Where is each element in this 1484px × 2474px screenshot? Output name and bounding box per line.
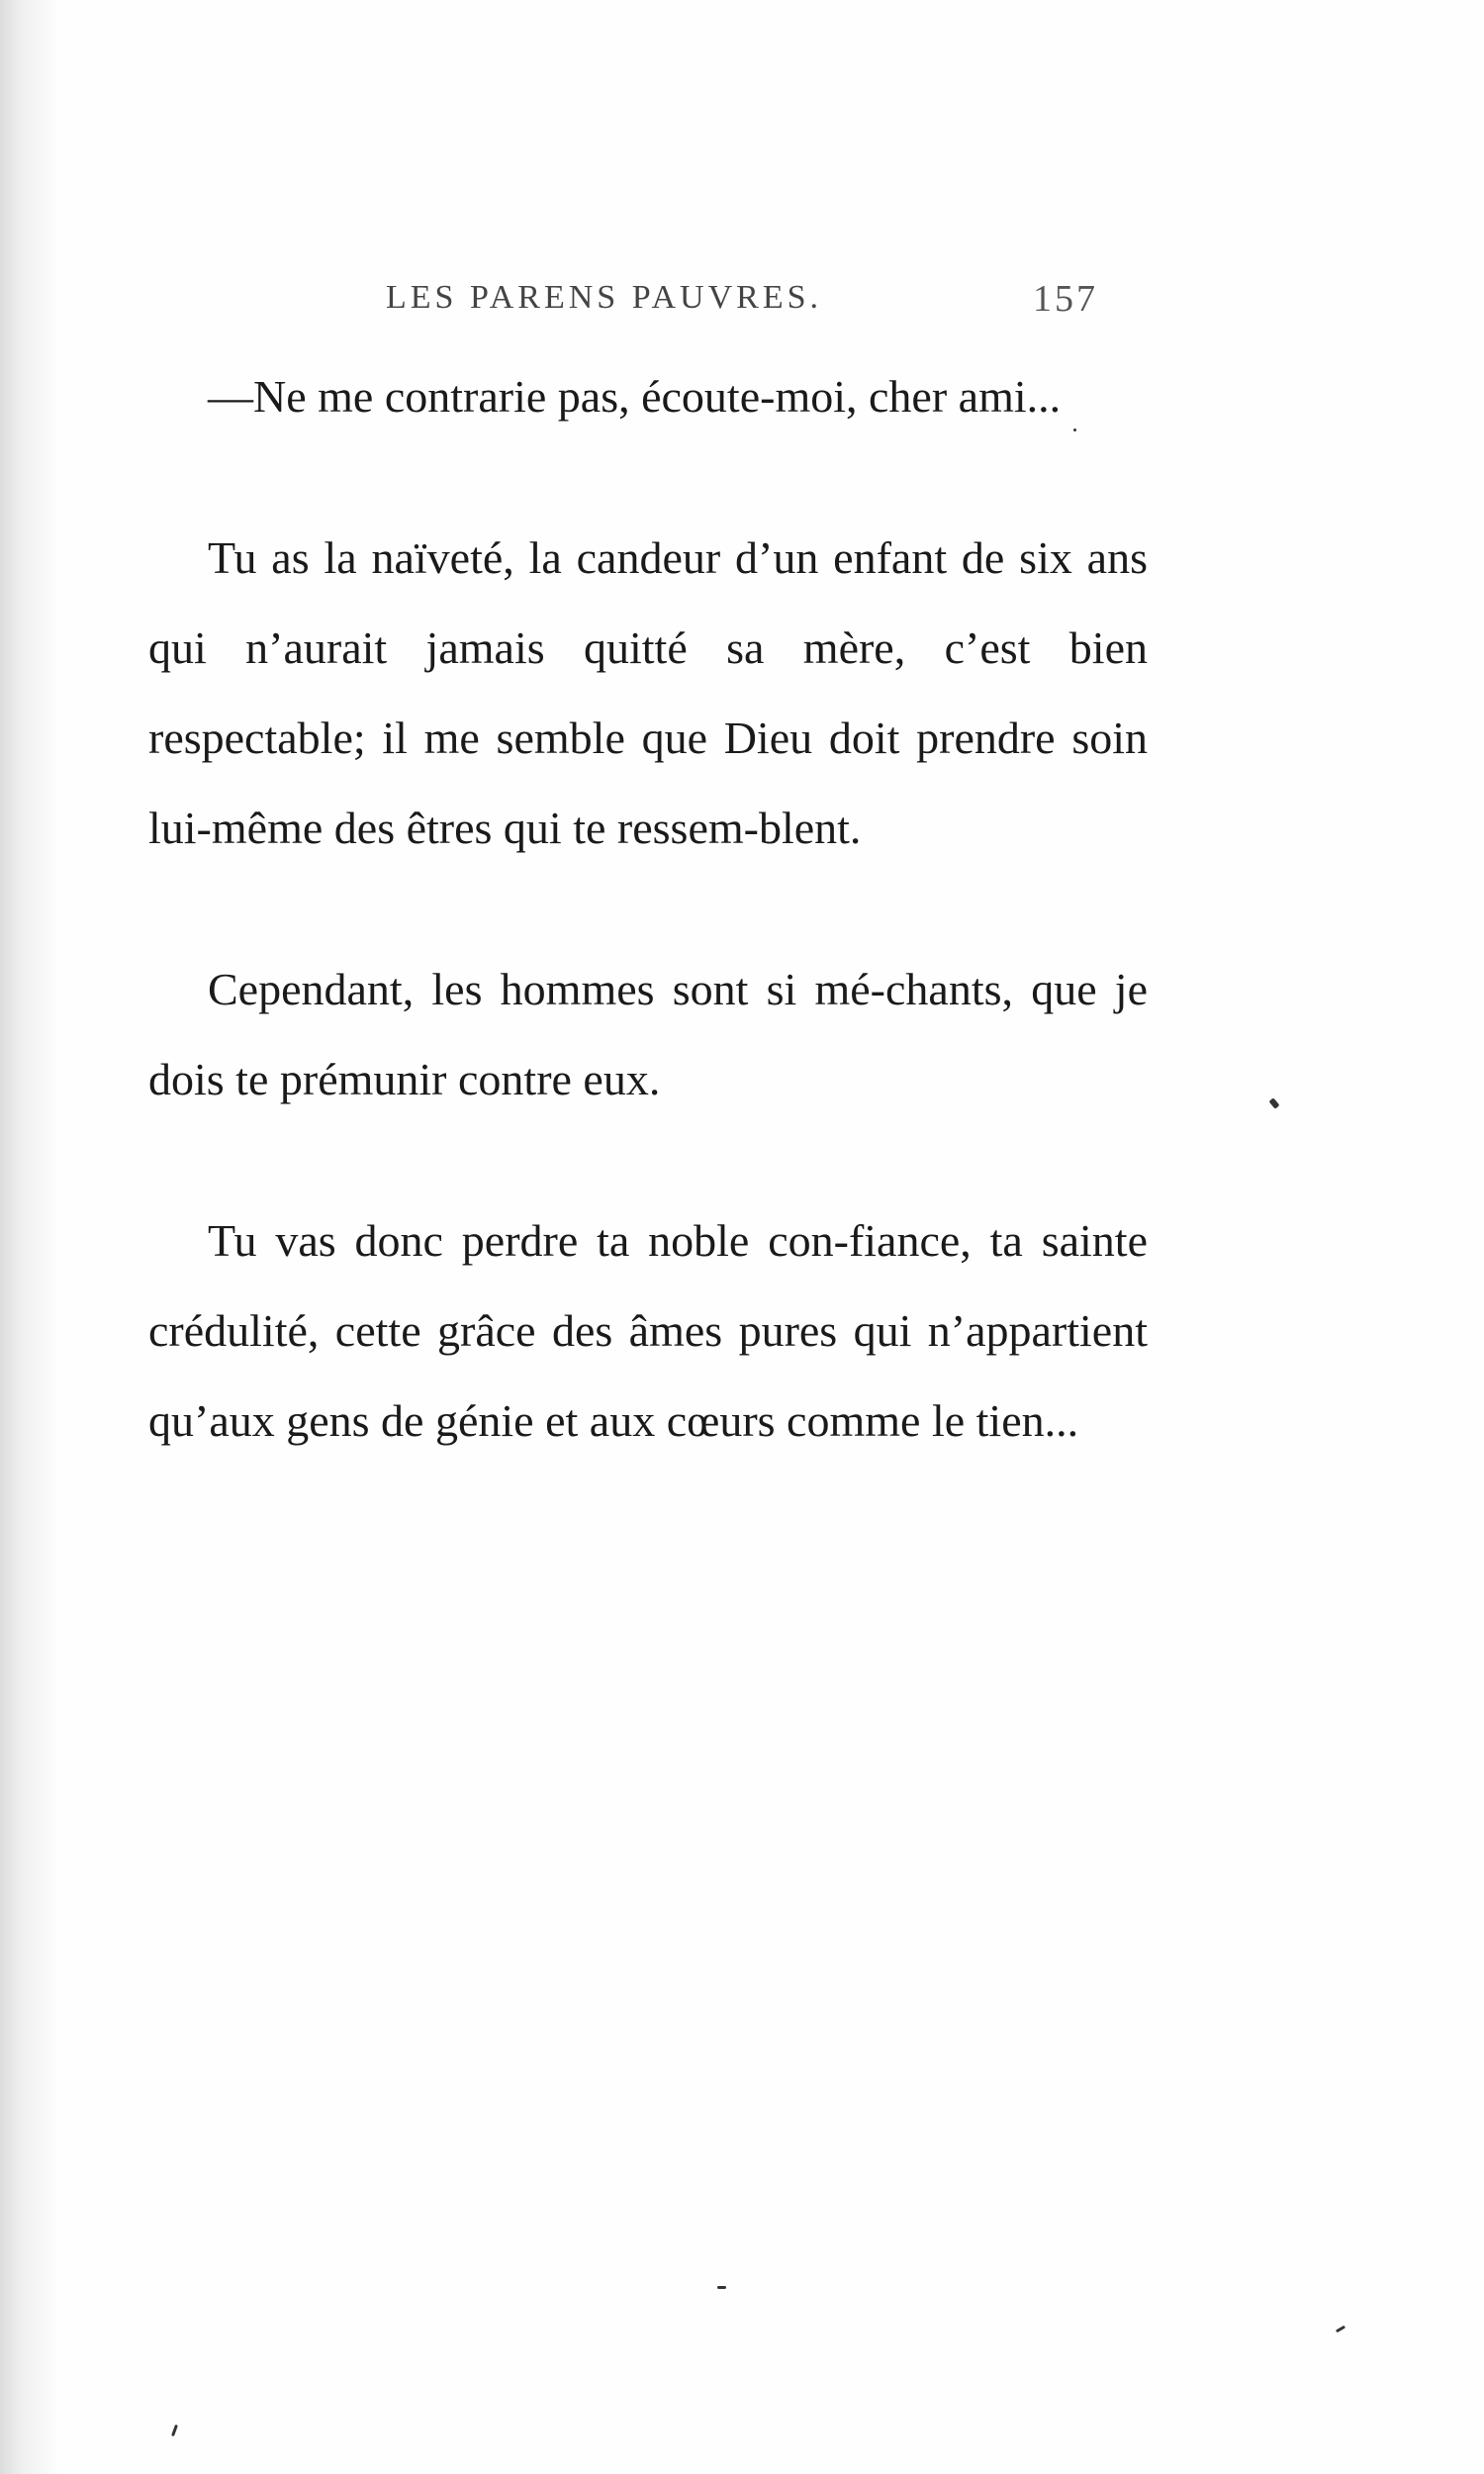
- ink-speck: [717, 2286, 726, 2289]
- paragraph-2: Tu as la naïveté, la candeur d’un enfant de six ans qui n’aurait jamais quitté sa mère, c’est bien respectable; il me semble que Dieu doit prendre soin lui-même des êtres qui te ressem-blent.: [148, 532, 1148, 853]
- paragraph-4: Tu vas donc perdre ta noble con-fiance, ta sainte crédulité, cette grâce des âmes pures qui n’appartient qu’aux gens de génie et aux cœurs comme le tien...: [148, 1215, 1148, 1446]
- ink-speck: [171, 2425, 178, 2436]
- page-header: [386, 279, 1098, 327]
- ink-speck: [1268, 1097, 1279, 1109]
- ink-speck: [1073, 428, 1076, 431]
- running-head: LES PARENS PAUVRES.: [386, 279, 823, 316]
- binding-shadow: [0, 0, 59, 2474]
- paragraph-3: Cependant, les hommes sont si mé-chants, que je dois te prémunir contre eux.: [148, 964, 1148, 1104]
- page-number: 157: [1033, 278, 1098, 320]
- body-text: [148, 351, 1148, 1466]
- paragraph-1: —Ne me contrarie pas, écoute-moi, cher ami...: [208, 371, 1062, 422]
- ink-speck: [1336, 2326, 1345, 2333]
